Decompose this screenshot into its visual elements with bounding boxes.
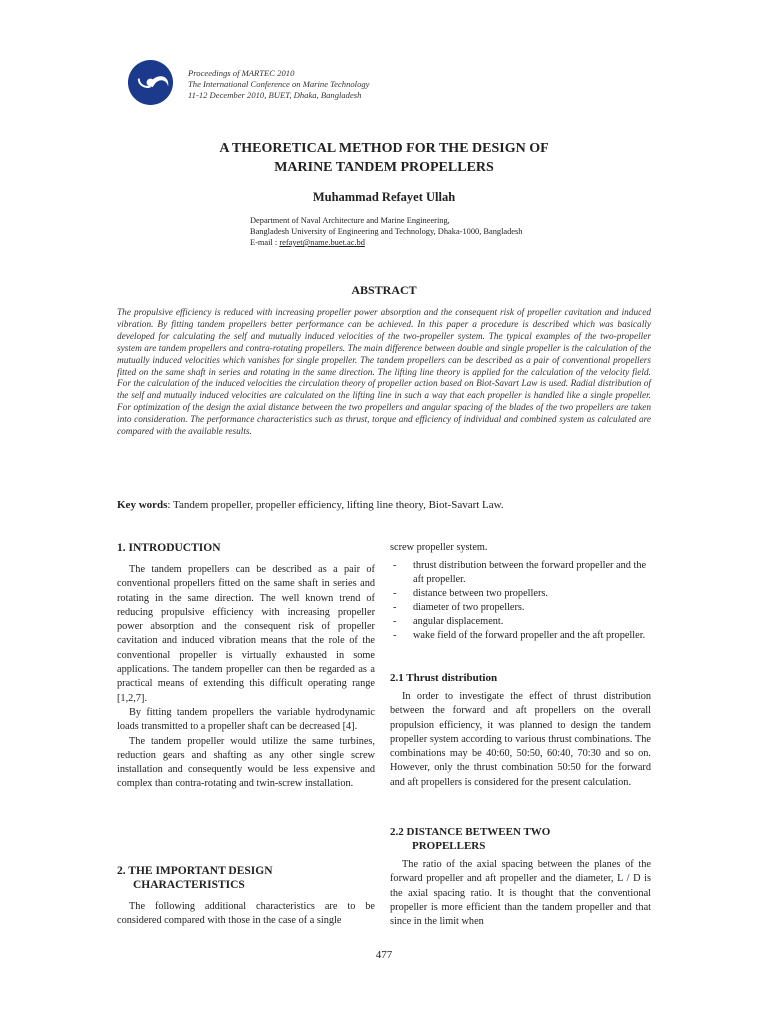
proceedings-line: 11-12 December 2010, BUET, Dhaka, Bangladesh (188, 90, 362, 100)
affiliation (250, 215, 522, 248)
heading-line: PROPELLERS (412, 840, 486, 852)
heading-line: 2.2 DISTANCE BETWEEN TWO (390, 826, 551, 838)
bullet-marker: - (393, 602, 397, 613)
design-heading (117, 864, 375, 892)
list-item-text: thrust distribution between the forward propeller and the aft propeller. (413, 560, 647, 585)
keywords (117, 499, 504, 511)
continuation-text: screw propeller system. (390, 542, 488, 553)
bullet-marker: - (393, 588, 397, 599)
affiliation-line: Bangladesh University of Engineering and Technology, Dhaka-1000, Bangladesh (250, 227, 523, 236)
paragraph: The tandem propellers can be described as a pair of conventional propellers fitted on the same shaft in series and rotating in the same direction. The well known trend of reducing propulsive efficiency with increasing propeller power absorption and the consequent risk of propeller cavitation and induced vibration means that the role of the conventional propeller is virtually exhausted in some applications. The tandem propeller can then be regarded as a practical means of extending this difficult operating range [1,2,7]. (117, 564, 375, 704)
characteristics-list (393, 559, 651, 643)
author-name: Muhammad Refayet Ullah (312, 190, 456, 204)
paragraph: By fitting tandem propellers the variable hydrodynamic loads transmitted to a propeller shaft can be decreased [4]. (117, 706, 375, 733)
heading-line: 2. THE IMPORTANT DESIGN (117, 865, 273, 877)
paragraph: The following additional characteristics are to be considered compared with those in the case of a single (117, 901, 375, 927)
title-line: MARINE TANDEM PROPELLERS (274, 160, 494, 175)
list-item-text: angular displacement. (413, 616, 504, 627)
bullet-marker: - (393, 616, 397, 627)
abstract-heading: ABSTRACT (351, 283, 417, 297)
email-link[interactable]: refayet@name.buet.ac.bd (279, 238, 365, 247)
thrust-heading: 2.1 Thrust distribution (390, 672, 498, 684)
proceedings-line: The International Conference on Marine Technology (188, 79, 370, 89)
paragraph: The tandem propeller would utilize the same turbines, reduction gears and shafting as any other single screw installation and consequently would be less expensive and complex than contra-rotating and twin-screw installation. (117, 735, 375, 790)
list-item-text: distance between two propellers. (413, 588, 548, 599)
email-line (250, 237, 522, 248)
distance-heading (390, 825, 651, 853)
list-item-text: diameter of two propellers. (413, 602, 525, 613)
proceedings-info (188, 68, 369, 101)
keywords-text: : Tandem propeller, propeller efficiency, lifting line theory, Biot-Savart Law. (167, 499, 504, 511)
list-item (393, 615, 651, 629)
heading-line: CHARACTERISTICS (133, 879, 245, 891)
affiliation-line: Department of Naval Architecture and Marine Engineering, (250, 216, 450, 225)
email-label: E-mail : (250, 238, 280, 247)
design-body (117, 900, 375, 929)
list-item (393, 629, 651, 643)
title-line: A THEORETICAL METHOD FOR THE DESIGN OF (219, 141, 549, 156)
paragraph: In order to investigate the effect of thrust distribution between the forward and aft propellers on the overall propulsion efficiency, it was planned to design the tandem propeller system according to various thrust combinations. The combinations may be 40:60, 50:50, 60:40, 70:30 and so on. However, only the thrust combination 50:50 for the forward and aft propellers is considered for the present calculation. (390, 691, 651, 788)
introduction-body (117, 563, 375, 792)
bullet-marker: - (393, 560, 397, 571)
list-item-text: wake field of the forward propeller and the aft propeller. (413, 630, 646, 641)
proceedings-line: Proceedings of MARTEC 2010 (188, 68, 295, 78)
list-item (393, 587, 651, 601)
list-item (393, 559, 651, 587)
bullet-marker: - (393, 630, 397, 641)
paper-title (0, 139, 768, 177)
thrust-body (390, 690, 651, 790)
introduction-heading: 1. INTRODUCTION (117, 542, 221, 554)
conference-logo (127, 59, 174, 106)
keywords-label: Key words (117, 499, 168, 511)
distance-body (390, 858, 651, 929)
list-item (393, 601, 651, 615)
page-number: 477 (375, 949, 393, 961)
abstract-text: The propulsive efficiency is reduced with increasing propeller power absorption and the consequent risk of propeller cavitation and induced vibration. By fitting tandem propellers better performance can be achieved. In this paper a procedure is described which was basically developed for calculating the self and mutually induced velocities of the two-propeller system. The typical examples of the two-propeller system are tandem propellers and contra-rotating propellers. The main difference between double and single propeller is the calculation of the mutually induced velocities which vanishes for single propeller. The tandem propellers can be described as a pair of conventional propellers fitted on the same shaft in series and rotating in the same direction. The lifting line theory is applied for the calculation of the velocity field. For the calculation of the induced velocities the circulation theory of propeller action based on Biot-Savart Law is used. Radial distribution of the self and mutually induced velocities are calculated on the lifting line in such a way that each propeller is handled like a single propeller. For optimization of the design the axial distance between the two propellers and angular spacing of the blades of the two propellers are taken into consideration. The performance characteristics such as thrust, torque and efficiency of individual and combined system as calculated are compared with the available results. (117, 308, 651, 438)
paragraph: The ratio of the axial spacing between the planes of the forward propeller and aft propeller and the diameter, L / D is the axial spacing ratio. It is thought that the conventional propeller is more efficient than the tandem propeller and that since in the limit when (390, 859, 651, 928)
